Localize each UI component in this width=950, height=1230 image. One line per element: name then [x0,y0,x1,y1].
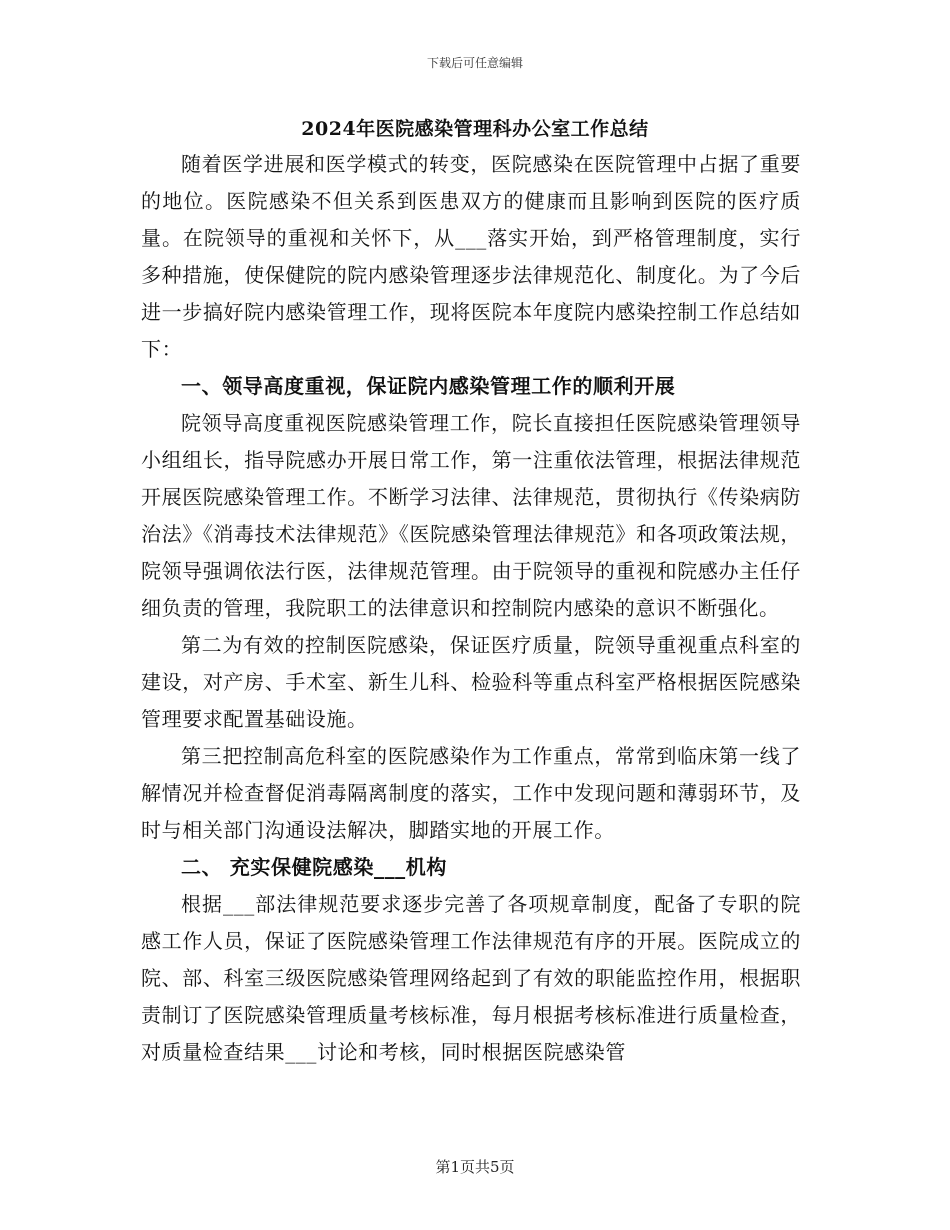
document-title: 2024年医院感染管理科办公室工作总结 [301,118,649,140]
page-header-note: 下载后可任意编辑 [426,56,523,70]
paragraph-third: 第三把控制高危科室的医院感染作为工作重点，常常到临床第一线了解情况并检查督促消毒隔离制度的落实，工作中发现问题和薄弱环节，及时与相关部门沟通设法解决，脚踏实地的开展工作。 [141,744,801,842]
section-heading-1: 一、领导高度重视，保证院内感染管理工作的顺利开展 [181,374,676,398]
document-body [141,146,801,1071]
paragraph-regulations: 根据___部法律规范要求逐步完善了各项规章制度，配备了专职的院感工作人员，保证了医院感染管理工作法律规范有序的开展。医院成立的院、部、科室三级医院感染管理网络起到了有效的职能监控作用，根据职责制订了医院感染管理质量考核标准，每月根据考核标准进行质量检查，对质量检查结果___讨论和考核，同时根据医院感染管 [141,892,801,1064]
paragraph-second: 第二为有效的控制医院感染，保证医疗质量，院领导重视重点科室的建设，对产房、手术室、新生儿科、检验科等重点科室严格根据医院感染管理要求配置基础设施。 [141,633,801,731]
page-footer-number: 第1页共5页 [435,1158,515,1176]
paragraph-leadership: 院领导高度重视医院感染管理工作，院长直接担任医院感染管理领导小组组长，指导院感办开展日常工作，第一注重依法管理，根据法律规范开展医院感染管理工作。不断学习法律、法律规范，贯彻执行《传染病防治法》《消毒技术法律规范》《医院感染管理法律规范》和各项政策法规，院领导强调依法行医，法律规范管理。由于院领导的重视和院感办主任仔细负责的管理，我院职工的法律意识和控制院内感染的意识不断强化。 [141,411,801,620]
section-heading-2: 二、 充实保健院感染___机构 [181,855,447,879]
paragraph-intro: 随着医学进展和医学模式的转变，医院感染在医院管理中占据了重要的地位。医院感染不但关系到医患双方的健康而且影响到医院的医疗质量。在院领导的重视和关怀下，从___落实开始，到严格管理制度，实行多种措施，使保健院的院内感染管理逐步法律规范化、制度化。为了今后进一步搞好院内感染管理工作，现将医院本年度院内感染控制工作总结如下： [141,152,801,361]
